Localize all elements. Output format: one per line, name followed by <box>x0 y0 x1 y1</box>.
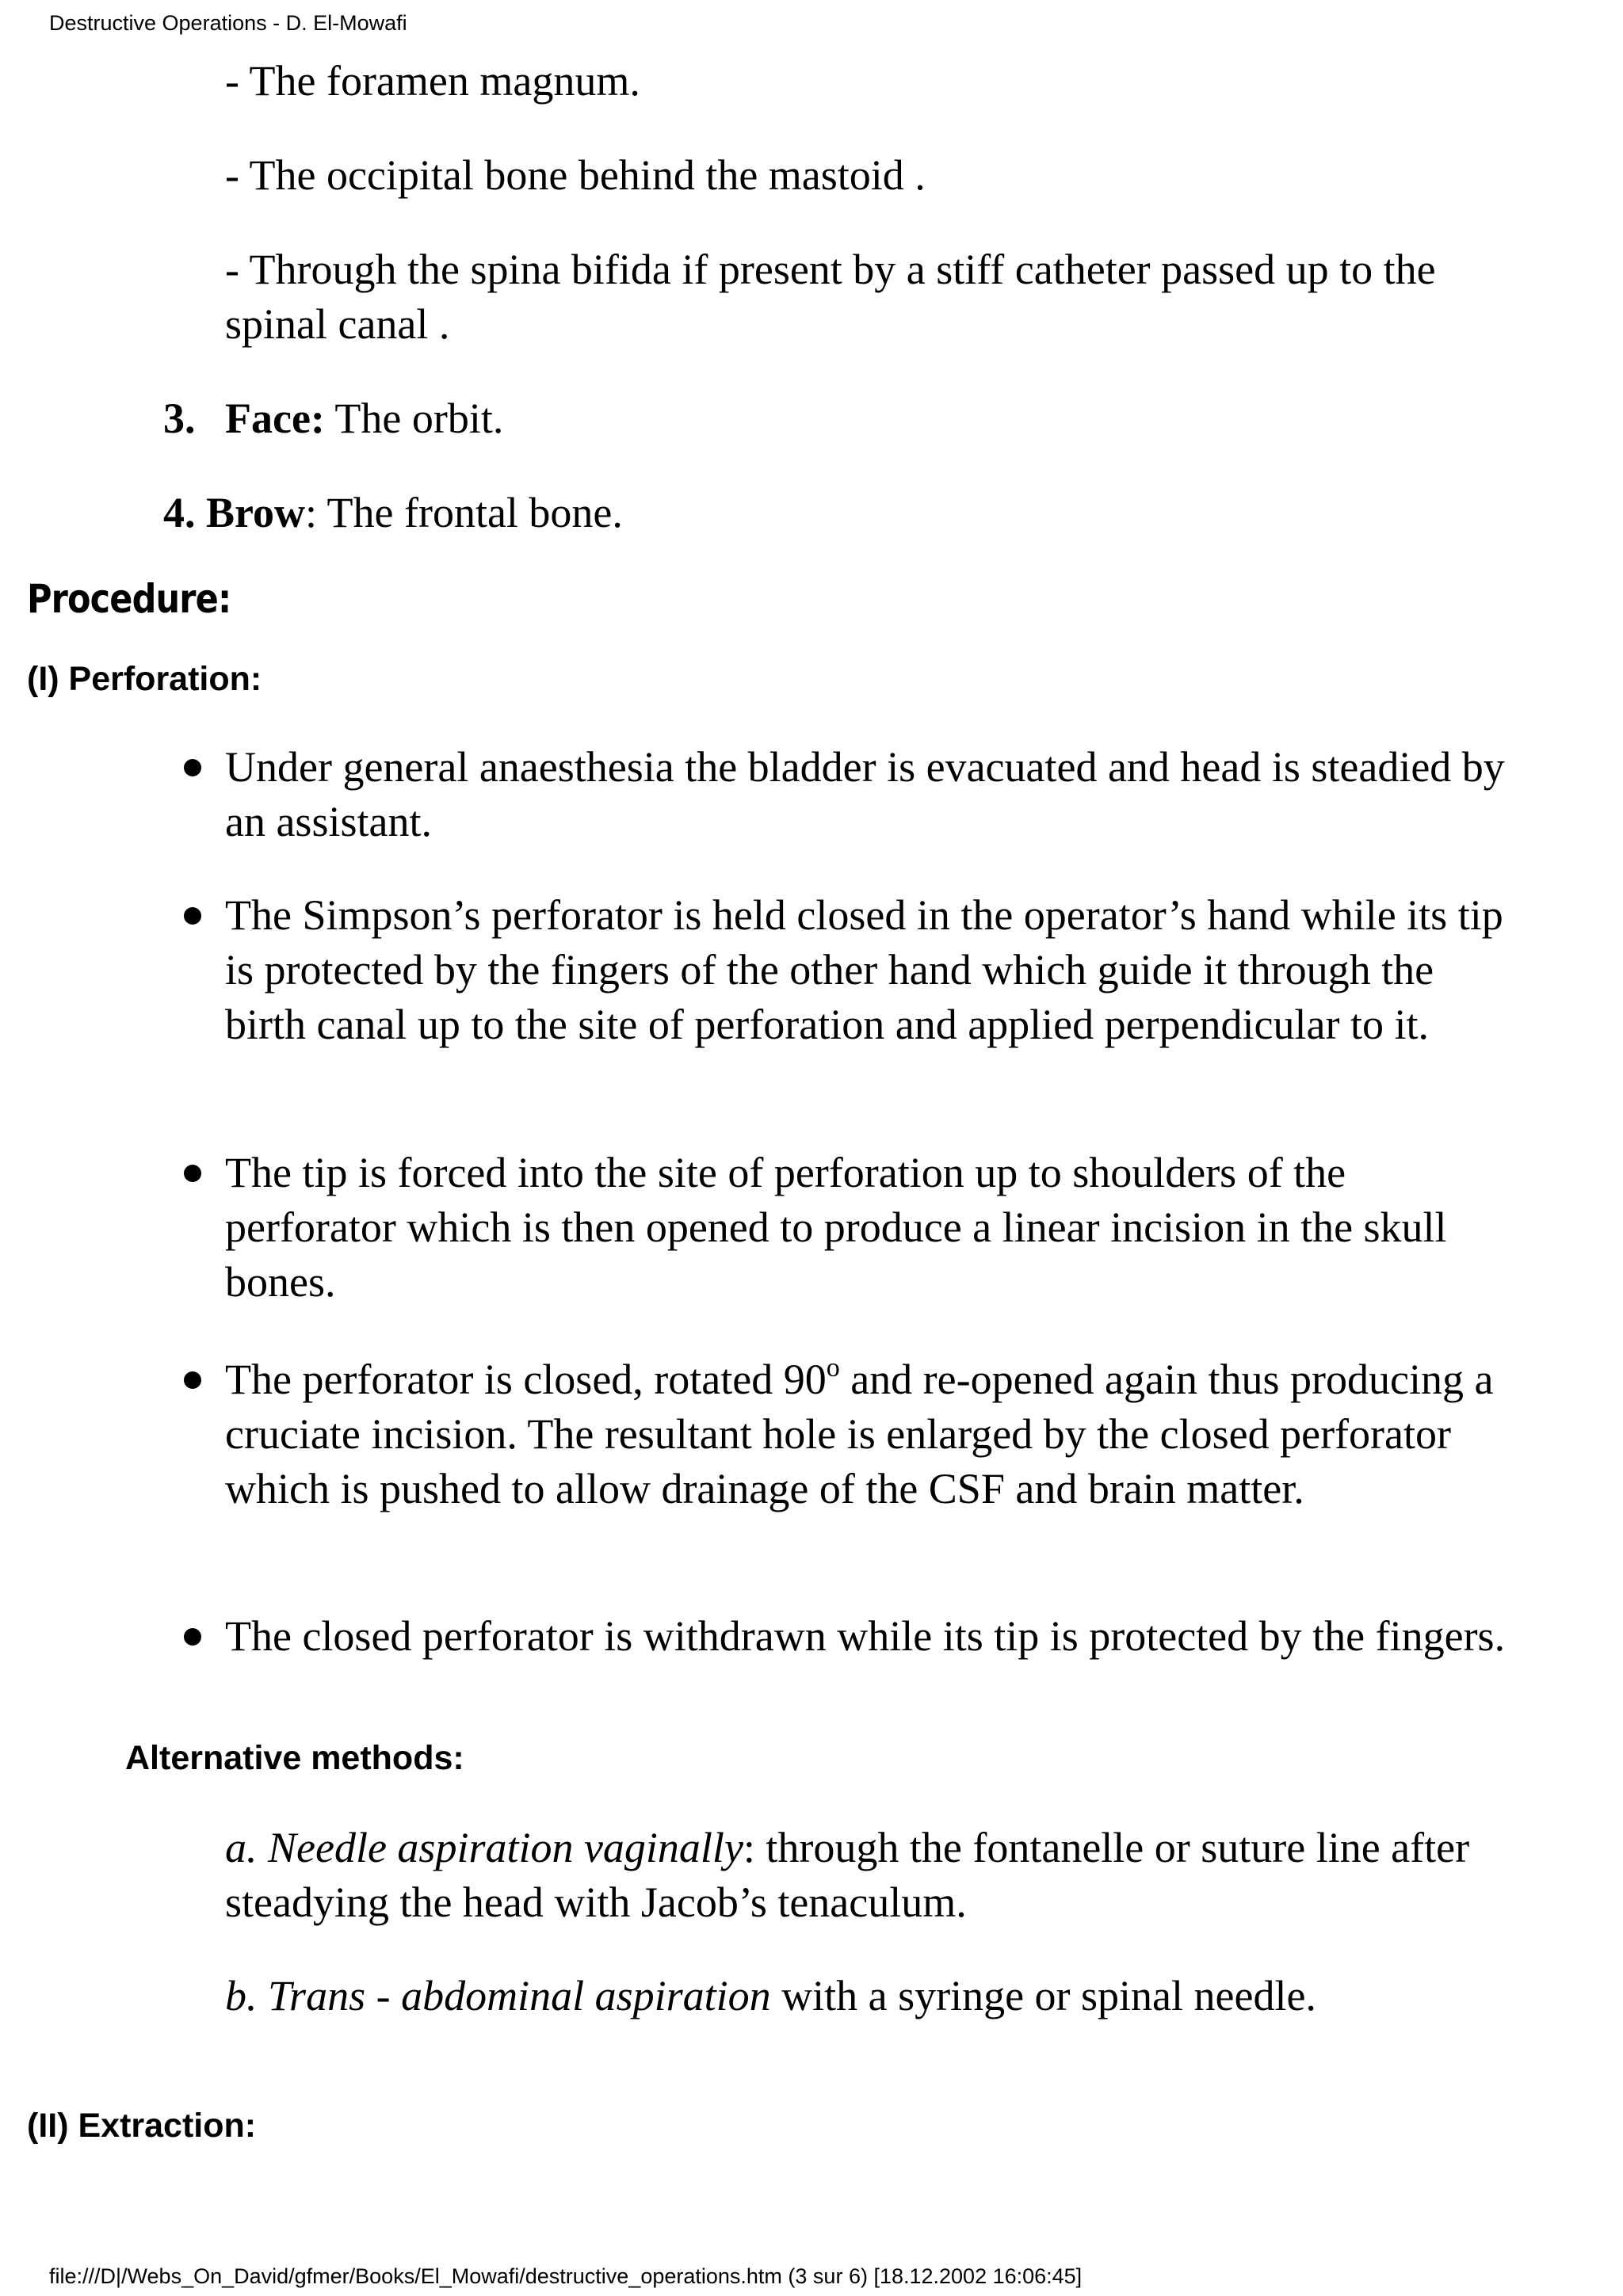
method-a-text: : through the fontanelle or suture line after steadying the head with Jacob’s tenaculum. <box>225 1824 1470 1926</box>
list-item <box>225 1609 1509 1664</box>
bullet-icon <box>184 1371 201 1389</box>
list-item <box>225 1146 1509 1310</box>
bullet-icon <box>184 1165 201 1182</box>
site-face-number: 3. <box>163 395 196 442</box>
page-footer-url: file:///D|/Webs_On_David/gfmer/Books/El_Mowafi/destructive_operations.htm (3 sur 6) [18.12.2002 16:06:45] <box>49 2264 1083 2288</box>
site-occipital-bone: - The occipital bone behind the mastoid . <box>225 151 926 199</box>
alternative-method-a <box>225 1821 1509 1930</box>
bullet-icon <box>184 907 201 925</box>
bullet-text-end: and re-opened again thus producing a cruciate incision. The resultant hole is enlarged by the closed perforator which is pushed to allow drainage of the CSF and brain matter. <box>225 1356 1494 1512</box>
bullet-text: The closed perforator is withdrawn while its tip is protected by the fingers. <box>225 1612 1506 1660</box>
site-brow-number: 4. <box>163 489 206 536</box>
site-face <box>163 391 503 446</box>
procedure-heading: Procedure: <box>27 576 231 622</box>
alternative-method-b <box>225 1969 1509 2023</box>
alternative-methods-heading: Alternative methods: <box>125 1739 464 1777</box>
bullet-icon <box>184 1628 201 1646</box>
site-brow-label: Brow <box>206 489 306 536</box>
site-spina-bifida: - Through the spina bifida if present by a stiff catheter passed up to the spinal canal . <box>225 246 1436 348</box>
bullet-text: The Simpson’s perforator is held closed in the operator’s hand while its tip is protected by the fingers of the other hand which guide it through the birth canal up to the site of perforation and applied perpendicular to it. <box>225 891 1503 1048</box>
page-header: Destructive Operations - D. El-Mowafi <box>49 11 407 35</box>
bullet-text: The tip is forced into the site of perforation up to shoulders of the perforator which is then opened to produce a linear incision in the skull bones. <box>225 1149 1447 1306</box>
site-brow-text: : The frontal bone. <box>305 489 623 536</box>
list-item <box>225 1352 1509 1516</box>
degree-superscript: o <box>826 1353 840 1383</box>
site-face-label: Face: <box>225 395 325 442</box>
site-brow <box>163 486 623 540</box>
bullet-icon <box>184 759 201 776</box>
perforation-heading: (I) Perforation: <box>27 660 262 698</box>
method-b-name: b. Trans - abdominal aspiration <box>225 1972 771 2019</box>
site-face-text: The orbit. <box>324 395 504 442</box>
extraction-heading: (II) Extraction: <box>27 2107 257 2145</box>
site-foramen-magnum: - The foramen magnum. <box>225 57 640 105</box>
list-item <box>225 888 1509 1052</box>
list-item <box>225 740 1509 849</box>
bullet-text-start: The perforator is closed, rotated 90 <box>225 1356 827 1403</box>
bullet-text: Under general anaesthesia the bladder is evacuated and head is steadied by an assistant. <box>225 743 1505 845</box>
method-a-name: a. Needle aspiration vaginally <box>225 1824 743 1871</box>
method-b-text: with a syringe or spinal needle. <box>770 1972 1316 2019</box>
